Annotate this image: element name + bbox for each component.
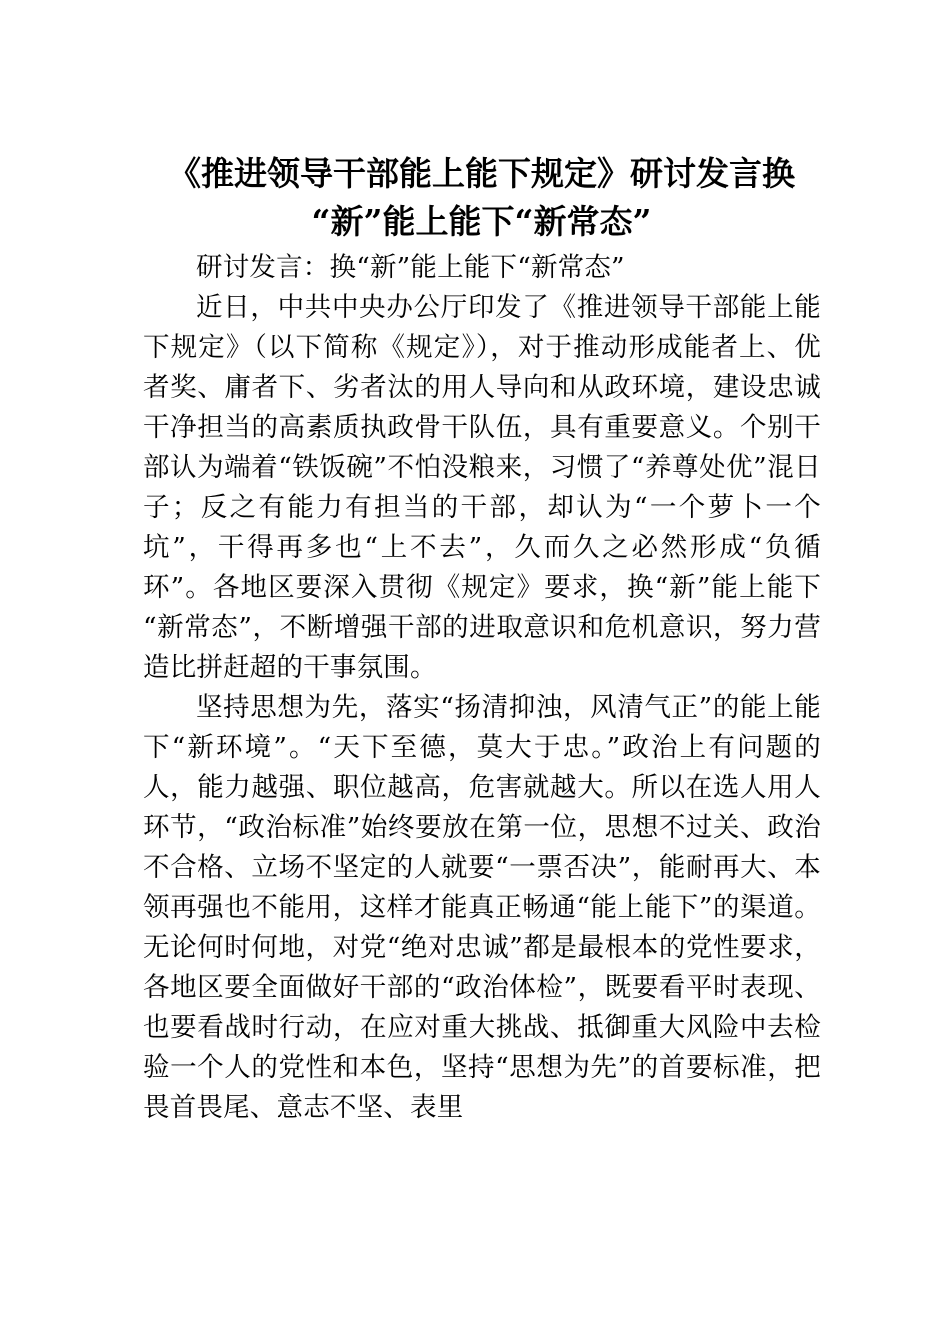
paragraph-subtitle: 研讨发言：换“新”能上能下“新常态” (196, 252, 625, 283)
paragraph-1: 近日，中共中央办公厅印发了《推进领导干部能上能下规定》（以下简称《规定》），对于推动形成能者上、优者奖、庸者下、劣者汰的用人导向和从政环境，建设忠诚干净担当的高素质执政骨干队伍，具有重要意义。个别干部认为端着“铁饭碗”不怕没粮来，习惯了“养尊处优”混日子；反之有能力有担当的干部，却认为“一个萝卜一个坑”，干得再多也“上不去”，久而久之必然形成“负循环”。各地区要深入贯彻《规定》要求，换“新”能上能下“新常态”，不断增强干部的进取意识和危机意识，努力营造比拼赶超的干事氛围。 (143, 292, 821, 683)
page-title: 《推进领导干部能上能下规定》研讨发言换“新”能上能下“新常态” (168, 154, 795, 242)
paragraph-2: 坚持思想为先，落实“扬清抑浊，风清气正”的能上能下“新环境”。“天下至德，莫大于忠。”政治上有问题的人，能力越强、职位越高，危害就越大。所以在选人用人环节，“政治标准”始终要放在第一位，思想不过关、政治不合格、立场不坚定的人就要“一票否决”，能耐再大、本领再强也不能用，这样才能真正畅通“能上能下”的渠道。无论何时何地，对党“绝对忠诚”都是最根本的党性要求，各地区要全面做好干部的“政治体检”，既要看平时表现、也要看战时行动，在应对重大挑战、抵御重大风险中去检验一个人的党性和本色，坚持“思想为先”的首要标准，把畏首畏尾、意志不坚、表里 (143, 692, 821, 1123)
document-body (143, 248, 821, 1128)
